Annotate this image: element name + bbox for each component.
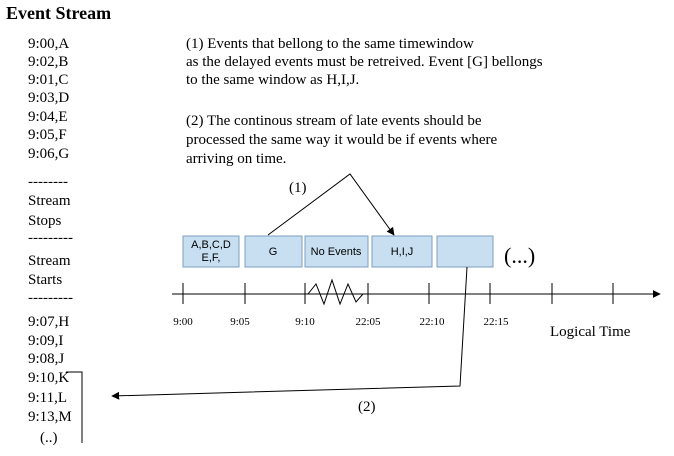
- event-item: 9:00,A: [28, 36, 70, 52]
- note-2-line: (2) The continous stream of late events should be: [186, 113, 482, 129]
- tick-label: 22:10: [419, 316, 445, 328]
- diagram-title: Event Stream: [6, 3, 112, 23]
- stream-stops-text: Stream: [28, 193, 71, 209]
- window-label: No Events: [310, 246, 362, 258]
- stream-starts-text: Starts: [28, 272, 63, 288]
- tick-label: 9:10: [295, 316, 315, 328]
- note-1: [186, 36, 543, 88]
- window-label: E,F,: [201, 252, 221, 264]
- window-box-empty: [437, 236, 493, 267]
- arrow-1: [268, 174, 394, 235]
- arrow-2-label: (2): [358, 399, 376, 415]
- arrow-1-label: (1): [289, 180, 307, 196]
- event-item: 9:05,F: [28, 127, 67, 143]
- event-item: 9:06,G: [28, 146, 70, 162]
- event-item: 9:10,K: [28, 370, 70, 386]
- event-item: 9:02,B: [28, 54, 69, 70]
- tick-label: 9:00: [173, 316, 193, 328]
- event-item: 9:07,H: [28, 314, 70, 330]
- window-rect: [437, 236, 493, 267]
- window-boxes: [183, 236, 493, 267]
- window-box-no-events: [305, 236, 368, 267]
- note-2: [186, 113, 497, 167]
- window-label: G: [268, 246, 278, 258]
- note-2-line: processed the same way it would be if events where: [186, 132, 498, 148]
- window-box-hij: [372, 236, 432, 267]
- window-label: H,I,J: [390, 246, 414, 258]
- stream-starts-text: Stream: [28, 253, 71, 269]
- event-item: 9:09,I: [28, 333, 64, 349]
- arrow-2: [112, 267, 467, 396]
- note-1-line: as the delayed events must be retreived. Event [G] bellongs: [186, 54, 543, 70]
- tick-label: 22:15: [483, 316, 509, 328]
- separator: ---------: [28, 290, 73, 306]
- event-item: 9:08,J: [28, 351, 65, 367]
- note-1-line: (1) Events that bellong to the same timewindow: [186, 36, 474, 52]
- window-box-abcdef: [183, 236, 239, 267]
- timeline-break: [308, 280, 363, 304]
- event-item: 9:01,C: [28, 72, 69, 88]
- tick-label: 9:05: [230, 316, 250, 328]
- note-1-line: to the same window as H,I,J.: [186, 72, 360, 88]
- window-label: A,B,C,D: [191, 239, 231, 251]
- window-box-g: [245, 236, 302, 267]
- ellipsis: (...): [504, 243, 536, 268]
- event-item: 9:11,L: [28, 390, 68, 406]
- event-item: 9:03,D: [28, 90, 70, 106]
- separator: --------: [28, 174, 68, 190]
- separator: ---------: [28, 230, 73, 246]
- event-list: [28, 36, 73, 446]
- event-item: (..): [40, 430, 58, 446]
- event-item: 9:13,M: [28, 409, 72, 425]
- stream-stops-text: Stops: [28, 213, 62, 229]
- tick-labels: [173, 316, 509, 328]
- note-2-line: arriving on time.: [186, 151, 287, 167]
- axis-label: Logical Time: [550, 324, 631, 340]
- event-item: 9:04,E: [28, 109, 68, 125]
- tick-label: 22:05: [355, 316, 381, 328]
